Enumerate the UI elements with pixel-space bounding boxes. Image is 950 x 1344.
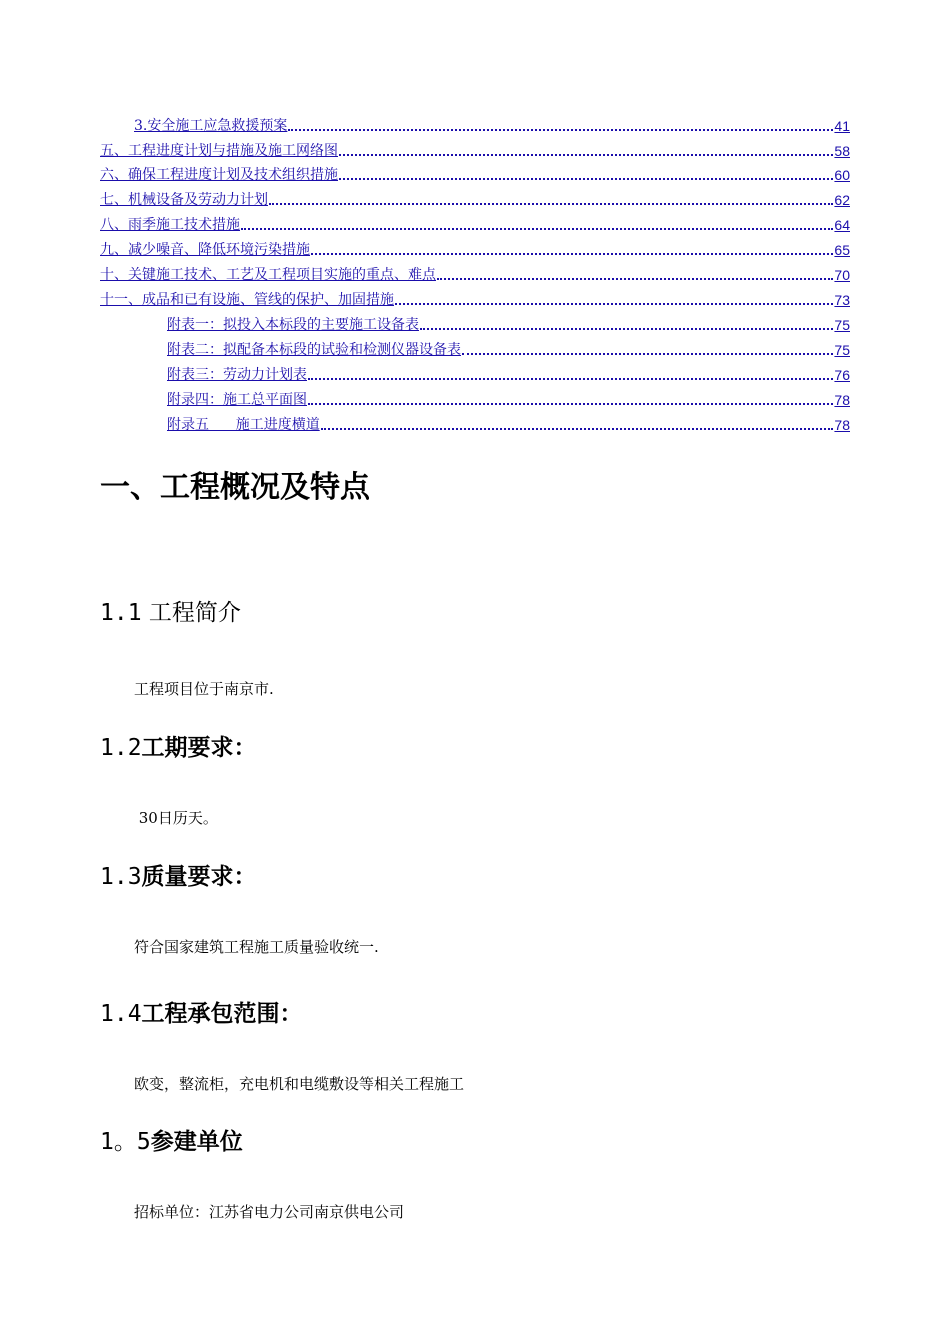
toc-entry-appendix-2[interactable] bbox=[167, 338, 850, 358]
section-title: 参建单位 bbox=[150, 1129, 243, 1155]
toc-leader-dots bbox=[321, 428, 834, 430]
section-title: 工程承包范围： bbox=[141, 1001, 303, 1027]
toc-entry-label: 十、关键施工技术、工艺及工程项目实施的重点、难点 bbox=[100, 267, 436, 283]
toc-entry-page: 64 bbox=[834, 217, 850, 233]
section-number: 1。5 bbox=[100, 1129, 151, 1155]
toc-entry-label: 八、雨季施工技术措施 bbox=[100, 217, 240, 233]
toc-leader-dots bbox=[420, 328, 833, 330]
toc-entry-chapter-11[interactable] bbox=[100, 288, 850, 308]
toc-entry-label: 七、机械设备及劳动力计划 bbox=[100, 192, 268, 208]
section-title: 工期要求： bbox=[141, 735, 257, 761]
section-number: 1.3 bbox=[100, 864, 142, 890]
section-heading-1-5 bbox=[100, 1127, 243, 1157]
toc-leader-dots bbox=[269, 203, 833, 205]
toc-entry-chapter-6[interactable] bbox=[100, 163, 850, 183]
toc-entry-label: 五、工程进度计划与措施及施工网络图 bbox=[100, 143, 338, 159]
chapter-title: 一、工程概况及特点 bbox=[100, 470, 370, 505]
toc-leader-dots bbox=[308, 403, 833, 405]
section-number: 1.4 bbox=[100, 1001, 142, 1027]
toc-entry-chapter-8[interactable] bbox=[100, 213, 850, 233]
section-number: 1.1 bbox=[100, 600, 142, 626]
toc-entry-page: 60 bbox=[834, 167, 850, 183]
section-body-1-3: 符合国家建筑工程施工质量验收统一. bbox=[134, 938, 379, 956]
toc-entry-page: 76 bbox=[834, 367, 850, 383]
toc-entry-label: 附录五 施工进度横道 bbox=[167, 417, 320, 433]
toc-entry-page: 75 bbox=[834, 342, 850, 358]
section-body-1-1: 工程项目位于南京市. bbox=[134, 680, 274, 698]
toc-leader-dots bbox=[288, 129, 833, 131]
toc-entry-page: 65 bbox=[834, 242, 850, 258]
toc-entry-appendix-4[interactable] bbox=[167, 388, 850, 408]
toc-leader-dots bbox=[308, 378, 833, 380]
toc-entry-page: 41 bbox=[834, 118, 850, 134]
toc-leader-dots bbox=[395, 303, 833, 305]
section-heading-1-4 bbox=[100, 999, 303, 1029]
toc-entry-chapter-7[interactable] bbox=[100, 188, 850, 208]
toc-entry-label: 附录四：施工总平面图 bbox=[167, 392, 307, 408]
toc-entry-chapter-10[interactable] bbox=[100, 263, 850, 283]
toc-entry-label: 附表二：拟配备本标段的试验和检测仪器设备表 bbox=[167, 342, 461, 358]
toc-leader-dots bbox=[437, 278, 833, 280]
toc-entry-label: 3.安全施工应急救援预案 bbox=[134, 118, 288, 134]
section-title: 工程简介 bbox=[141, 600, 241, 626]
toc-entry-label: 附表三：劳动力计划表 bbox=[167, 367, 307, 383]
toc-entry-page: 70 bbox=[834, 267, 850, 283]
section-heading-1-1 bbox=[100, 598, 241, 628]
toc-leader-dots bbox=[241, 228, 833, 230]
toc-entry-appendix-1[interactable] bbox=[167, 313, 850, 333]
toc-entry-label: 十一、成品和已有设施、管线的保护、加固措施 bbox=[100, 292, 394, 308]
section-number: 1.2 bbox=[100, 735, 142, 761]
section-heading-1-3 bbox=[100, 862, 257, 892]
section-body-1-4: 欧变，整流柜，充电机和电缆敷设等相关工程施工 bbox=[134, 1075, 465, 1093]
toc-entry-label: 附表一：拟投入本标段的主要施工设备表 bbox=[167, 317, 419, 333]
toc-entry-page: 78 bbox=[834, 392, 850, 408]
section-title: 质量要求： bbox=[141, 864, 257, 890]
toc-entry-chapter-9[interactable] bbox=[100, 238, 850, 258]
toc-entry-chapter-5[interactable] bbox=[100, 139, 850, 159]
toc-entry-label: 六、确保工程进度计划及技术组织措施 bbox=[100, 167, 338, 183]
toc-leader-dots bbox=[462, 353, 833, 355]
toc-entry-page: 58 bbox=[834, 143, 850, 159]
toc-entry-label: 九、减少噪音、降低环境污染措施 bbox=[100, 242, 310, 258]
section-body-1-5: 招标单位：江苏省电力公司南京供电公司 bbox=[134, 1203, 405, 1221]
toc-leader-dots bbox=[339, 178, 833, 180]
toc-entry-page: 75 bbox=[834, 317, 850, 333]
toc-entry-page: 62 bbox=[834, 192, 850, 208]
toc-entry-safety-rescue-plan[interactable] bbox=[134, 114, 850, 134]
section-body-1-2: 30日历天。 bbox=[134, 809, 218, 827]
toc-entry-page: 73 bbox=[834, 292, 850, 308]
toc-entry-appendix-3[interactable] bbox=[167, 363, 850, 383]
section-heading-1-2 bbox=[100, 733, 257, 763]
toc-leader-dots bbox=[339, 154, 833, 156]
toc-leader-dots bbox=[311, 253, 833, 255]
toc-entry-page: 78 bbox=[834, 417, 850, 433]
toc-entry-appendix-5[interactable] bbox=[167, 413, 850, 433]
